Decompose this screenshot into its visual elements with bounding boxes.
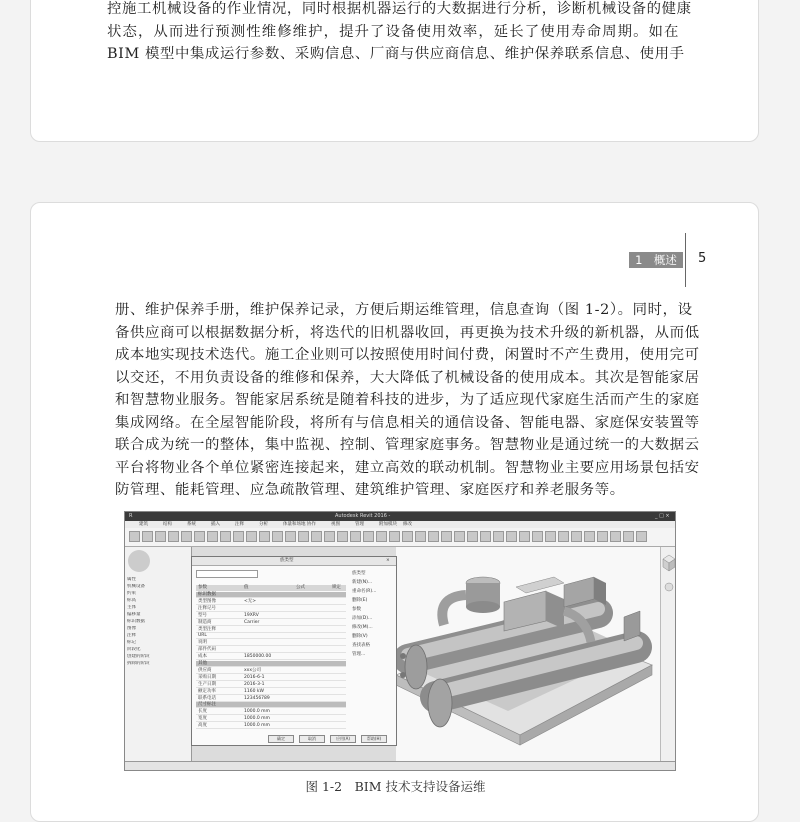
parameter-name: 部件代码 bbox=[198, 647, 216, 653]
text-line: 状态，从而进行预测性维修维护，提升了设备使用效率，延长了使用寿命周期。如在 bbox=[107, 23, 679, 40]
parameter-value[interactable]: 1000.0 mm bbox=[244, 709, 270, 715]
property-row[interactable]: 图像 bbox=[127, 626, 136, 631]
toolbar-tool-icon[interactable] bbox=[441, 531, 452, 542]
toolbar-tool-icon[interactable] bbox=[467, 531, 478, 542]
parameter-name: 采购日期 bbox=[198, 674, 216, 680]
toolbar-tool-icon[interactable] bbox=[428, 531, 439, 542]
dialog-button[interactable]: 确定 bbox=[268, 735, 294, 743]
property-row[interactable]: 约束 bbox=[127, 591, 136, 596]
family-thumbnail bbox=[128, 550, 150, 572]
property-row[interactable]: 阶段化 bbox=[127, 647, 141, 652]
parameter-name: 类型注释 bbox=[198, 626, 216, 632]
text-line: 册、维护保养手册，维护保养记录，方便后期运维管理，信息查询（图 1-2）。同时，设 bbox=[115, 302, 693, 318]
toolbar-tool-icon[interactable] bbox=[233, 531, 244, 542]
parameter-row[interactable] bbox=[196, 709, 346, 715]
ribbon-tab[interactable]: 注释 bbox=[235, 522, 244, 527]
parameter-row[interactable] bbox=[196, 606, 346, 612]
parameter-value[interactable]: Carrier bbox=[244, 619, 260, 625]
parameter-row[interactable] bbox=[196, 716, 346, 722]
toolbar-tool-icon[interactable] bbox=[480, 531, 491, 542]
toolbar-tool-icon[interactable] bbox=[220, 531, 231, 542]
toolbar-tool-icon[interactable] bbox=[389, 531, 400, 542]
ribbon-tab[interactable]: 协作 bbox=[307, 522, 316, 527]
close-icon[interactable]: × bbox=[386, 558, 390, 563]
ribbon-tab[interactable]: 体量和场地 bbox=[283, 522, 306, 527]
parameter-row[interactable] bbox=[196, 627, 346, 633]
toolbar-tool-icon[interactable] bbox=[623, 531, 634, 542]
toolbar-tool-icon[interactable] bbox=[350, 531, 361, 542]
parameter-name: 长度 bbox=[198, 709, 207, 715]
parameter-name: 高度 bbox=[198, 723, 207, 729]
toolbar-tool-icon[interactable] bbox=[636, 531, 647, 542]
column-header: 参数 bbox=[198, 585, 207, 590]
suction-pipe bbox=[442, 595, 466, 625]
dialog-side-control[interactable]: 新建(N)... bbox=[352, 580, 373, 585]
parameter-name: 注释记号 bbox=[198, 605, 216, 611]
ribbon-tab[interactable]: 分析 bbox=[259, 522, 268, 527]
parameter-row[interactable] bbox=[196, 661, 346, 667]
parameter-row[interactable] bbox=[196, 668, 346, 674]
parameter-row[interactable] bbox=[196, 723, 346, 729]
parameter-row[interactable] bbox=[196, 702, 346, 708]
parameter-name: 类型图像 bbox=[198, 598, 216, 604]
ribbon-tabs bbox=[125, 521, 675, 528]
ribbon-tab[interactable]: 系统 bbox=[187, 522, 196, 527]
parameter-value[interactable]: 1160 kW bbox=[244, 688, 264, 694]
dialog-side-control[interactable]: 修改(M)... bbox=[352, 625, 373, 630]
toolbar-tool-icon[interactable] bbox=[337, 531, 348, 542]
parameter-row[interactable] bbox=[196, 647, 346, 653]
dialog-button[interactable]: 帮助(H) bbox=[361, 735, 387, 743]
toolbar-tool-icon[interactable] bbox=[311, 531, 322, 542]
table-header bbox=[196, 585, 346, 591]
page-number: 5 bbox=[698, 251, 707, 266]
dialog-side-control[interactable]: 族类型 bbox=[352, 571, 366, 576]
status-bar bbox=[125, 761, 675, 771]
shell-end-cap bbox=[428, 679, 452, 727]
parameter-name: 生产日期 bbox=[198, 681, 216, 687]
text-line: 备供应商可以根据数据分析，将迭代的旧机器收回，再更换为技术升级的新机器，从而低 bbox=[115, 324, 700, 341]
property-row[interactable]: 机械设备 bbox=[127, 584, 145, 589]
toolbar-tool-icon[interactable] bbox=[207, 531, 218, 542]
toolbar-tool-icon[interactable] bbox=[610, 531, 621, 542]
toolbar-tool-icon[interactable] bbox=[285, 531, 296, 542]
text-line: 控施工机械设备的作业情况，同时根据机器运行的大数据进行分析，诊断机械设备的健康 bbox=[107, 1, 692, 17]
toolbar-tool-icon[interactable] bbox=[363, 531, 374, 542]
dialog-title: 族类型 × bbox=[192, 557, 396, 566]
text-line: 和智慧物业服务。智能家居系统是随着科技的进步，为了适应现代家庭生活而产生的家庭 bbox=[115, 392, 700, 408]
compressor-top bbox=[516, 577, 564, 593]
toolbar-tool-icon[interactable] bbox=[402, 531, 413, 542]
previous-page bbox=[30, 0, 759, 142]
property-row[interactable]: 属性 bbox=[127, 577, 136, 582]
app-logo: R bbox=[129, 513, 133, 519]
dialog-side-control[interactable]: 查找表格 bbox=[352, 643, 370, 648]
ribbon-tab[interactable]: 建筑 bbox=[139, 522, 148, 527]
property-row[interactable]: 标识数据 bbox=[127, 619, 145, 624]
family-types-dialog bbox=[191, 556, 397, 746]
property-row[interactable]: 标高 bbox=[127, 598, 136, 603]
text-line: 以交还，不用负责设备的维修和保养，大大降低了机械设备的使用成本。其次是智能家居 bbox=[115, 369, 700, 386]
toolbar-tool-icon[interactable] bbox=[324, 531, 335, 542]
text-line: 联合成为统一的整体，集中监视、控制、管理家庭事务。智慧物业是通过统一的大数据云 bbox=[115, 437, 700, 453]
body-paragraph bbox=[115, 299, 700, 502]
parameter-name: 尺寸标注 bbox=[198, 702, 216, 708]
toolbar-tool-icon[interactable] bbox=[259, 531, 270, 542]
property-row[interactable]: 创建的阶段 bbox=[127, 654, 150, 659]
property-row[interactable]: 注释 bbox=[127, 633, 136, 638]
parameter-name: 其他 bbox=[198, 661, 207, 666]
parameter-name: URL bbox=[198, 633, 207, 639]
property-row[interactable]: 主体 bbox=[127, 605, 136, 610]
parameter-name: 宽度 bbox=[198, 716, 207, 722]
dialog-side-control[interactable]: 参数 bbox=[352, 607, 361, 612]
current-page bbox=[30, 202, 759, 822]
chapter-tag: 1 概述 bbox=[629, 252, 683, 268]
header-divider bbox=[685, 233, 686, 287]
toolbar-tool-icon[interactable] bbox=[298, 531, 309, 542]
dialog-side-control[interactable]: 添加(D)... bbox=[352, 616, 373, 621]
parameter-row[interactable] bbox=[196, 696, 346, 702]
toolbar-tool-icon[interactable] bbox=[272, 531, 283, 542]
parameter-value[interactable]: xxx公司 bbox=[244, 667, 261, 673]
shell-end-cap bbox=[405, 645, 427, 689]
parameter-name: 供应商 bbox=[198, 667, 212, 673]
parameter-value[interactable]: 123456789 bbox=[244, 695, 270, 701]
figure-caption: 图 1-2 BIM 技术支持设备运维 bbox=[305, 779, 486, 794]
parameter-row[interactable] bbox=[196, 654, 346, 660]
chiller-model bbox=[396, 547, 660, 761]
parameter-row[interactable] bbox=[196, 592, 346, 598]
parameter-value[interactable]: 1000.0 mm bbox=[244, 723, 270, 729]
parameter-row[interactable] bbox=[196, 689, 346, 695]
parameter-value[interactable]: 2016-3-1 bbox=[244, 681, 265, 687]
ribbon-tab[interactable]: 结构 bbox=[163, 522, 172, 527]
column-header: 值 bbox=[244, 585, 249, 590]
parameter-row[interactable] bbox=[196, 620, 346, 626]
top-paragraph bbox=[107, 0, 692, 66]
toolbar-tool-icon[interactable] bbox=[493, 531, 504, 542]
parameter-value[interactable]: 1850000.00 bbox=[244, 654, 272, 660]
type-name-select[interactable] bbox=[196, 570, 258, 578]
parameter-value[interactable]: 1000.0 mm bbox=[244, 716, 270, 722]
parameter-name: 标识数据 bbox=[198, 592, 216, 597]
window-controls: _ □ × bbox=[655, 513, 670, 519]
parameter-name: 说明 bbox=[198, 640, 207, 646]
toolbar-tool-icon[interactable] bbox=[597, 531, 608, 542]
parameter-name: 额定功率 bbox=[198, 688, 216, 694]
parameter-value[interactable]: 2016-6-1 bbox=[244, 674, 265, 680]
toolbar-tool-icon[interactable] bbox=[415, 531, 426, 542]
3d-viewport bbox=[396, 547, 660, 761]
text-line: 防管理、能耗管理、应急疏散管理、建筑维护管理、家庭医疗和养老服务等。 bbox=[115, 482, 625, 498]
toolbar-tool-icon[interactable] bbox=[584, 531, 595, 542]
dialog-button[interactable]: 取消 bbox=[299, 735, 325, 743]
text-line: 平台将物业各个单位紧密连接起来，建立高效的联动机制。智慧物业主要应用场景包括安 bbox=[115, 459, 700, 476]
ribbon-tab[interactable]: 插入 bbox=[211, 522, 220, 527]
toolbar-tool-icon[interactable] bbox=[142, 531, 153, 542]
pipe-flange bbox=[400, 672, 406, 678]
dialog-side-control[interactable]: 删除(E) bbox=[352, 598, 368, 603]
ribbon-toolbar bbox=[125, 528, 675, 547]
figure-bim-screenshot bbox=[124, 511, 676, 771]
tank-bottom bbox=[466, 601, 500, 613]
parameter-name: 联系电话 bbox=[198, 695, 216, 701]
property-row[interactable]: 标记 bbox=[127, 640, 136, 645]
text-line: 成本地实现技术迭代。施工企业则可以按照使用时间付费，闲置时不产生费用，使用完可 bbox=[115, 347, 700, 363]
parameter-name: 制造商 bbox=[198, 619, 212, 625]
toolbar-tool-icon[interactable] bbox=[506, 531, 517, 542]
toolbar-tool-icon[interactable] bbox=[181, 531, 192, 542]
toolbar-tool-icon[interactable] bbox=[519, 531, 530, 542]
parameter-row[interactable] bbox=[196, 613, 346, 619]
toolbar-tool-icon[interactable] bbox=[532, 531, 543, 542]
toolbar-tool-icon[interactable] bbox=[194, 531, 205, 542]
text-line: BIM 模型中集成运行参数、采购信息、厂商与供应商信息、维护保养联系信息、使用手 bbox=[107, 46, 685, 62]
parameter-value[interactable]: <无> bbox=[244, 598, 257, 604]
ribbon-tab[interactable]: 附加模块 bbox=[379, 522, 397, 527]
ribbon-tab[interactable]: 修改 bbox=[403, 522, 412, 527]
toolbar-tool-icon[interactable] bbox=[129, 531, 140, 542]
toolbar-tool-icon[interactable] bbox=[558, 531, 569, 542]
parameter-row[interactable] bbox=[196, 682, 346, 688]
column-header: 公式 bbox=[296, 585, 305, 590]
property-row[interactable]: 拆除的阶段 bbox=[127, 661, 150, 666]
toolbar-tool-icon[interactable] bbox=[454, 531, 465, 542]
parameter-row[interactable] bbox=[196, 633, 346, 639]
app-title: Autodesk Revit 2016 - bbox=[335, 513, 391, 519]
viewcube-icon[interactable] bbox=[661, 547, 676, 607]
dialog-side-control[interactable]: 管理... bbox=[352, 652, 366, 657]
toolbar-tool-icon[interactable] bbox=[545, 531, 556, 542]
dialog-button[interactable]: 应用(A) bbox=[330, 735, 356, 743]
parameter-row[interactable] bbox=[196, 599, 346, 605]
parameter-name: 型号 bbox=[198, 612, 207, 618]
text-line: 集成网络。在全屋智能阶段，将所有与信息相关的通信设备、智能电器、家庭保安装置等 bbox=[115, 414, 700, 431]
toolbar-tool-icon[interactable] bbox=[168, 531, 179, 542]
navigation-bar[interactable] bbox=[660, 547, 676, 761]
dialog-side-control[interactable]: 重命名(R)... bbox=[352, 589, 377, 594]
pipe-flange bbox=[400, 653, 406, 659]
parameter-row[interactable] bbox=[196, 675, 346, 681]
app-titlebar bbox=[125, 512, 675, 521]
ribbon-tab[interactable]: 视图 bbox=[331, 522, 340, 527]
toolbar-tool-icon[interactable] bbox=[376, 531, 387, 542]
column-header: 锁定 bbox=[332, 585, 341, 590]
parameter-value[interactable]: 19XRV bbox=[244, 612, 259, 618]
toolbar-tool-icon[interactable] bbox=[155, 531, 166, 542]
parameter-name: 成本 bbox=[198, 654, 207, 660]
ribbon-tab[interactable]: 管理 bbox=[355, 522, 364, 527]
properties-panel bbox=[125, 547, 192, 761]
property-row[interactable]: 偏移量 bbox=[127, 612, 141, 617]
dialog-side-control[interactable]: 删除(V) bbox=[352, 634, 368, 639]
toolbar-tool-icon[interactable] bbox=[246, 531, 257, 542]
toolbar-tool-icon[interactable] bbox=[571, 531, 582, 542]
parameter-row[interactable] bbox=[196, 640, 346, 646]
